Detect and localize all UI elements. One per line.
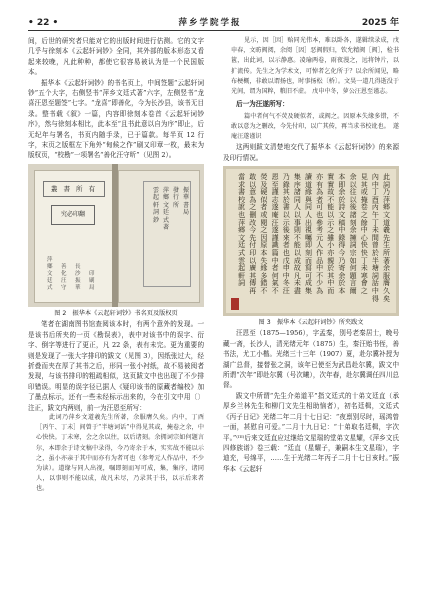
- handwritten-column: 乃錄其於書以示後來者也戊申中冬汪: [282, 173, 290, 295]
- header-rule: [28, 30, 399, 31]
- right-column: [223, 36, 399, 474]
- block-quote: 此词乃萍乡文道羲先生所著，余服膺久矣。内中，丁酉［丙午、丁未］间曾于“半塘词话”中得见其或，掩卷之余，中心快快。丁未寒，会之余以往，以后诸刻。余拥词宗如何题言尔，本即余于诗文稿中录得，今乃寄余于本，实实故不能以示之，虽小亦亲于其中而亦有为者可也（参考元人作品中，不少为读）。道缘与同人出视，嘱即刻而写可成，集，集序，诸同人，以事则不能以成，故凡未尽，乃录其于书，以示后来者也。: [36, 413, 204, 493]
- paragraph: 汪恩至（1875—1956），字孟秦，别号老秦居士，晚号藏一斋，长沙人，清光绪元年（1875）生，秦汪贻书侄，善书法，尤工小楷。光绪三十三年（1907）夏，赴尔冀补授为湖广总督，接替张之洞，该年已使至为武昌赴尔冀，跋文中所谓“次年”即赴尔冀（号次曦），次年春，赴尔冀调任四川总督。: [223, 329, 399, 390]
- paragraph: 间，后世的研究者只能对它的出版时间进行估测。它的文字几乎与徐刻本《云起轩词钞》全同，其外部的版本形态又看起来较晚，凡此种种，都使它很容易被认为是一个民国版本。: [28, 37, 204, 77]
- handwritten-column: 本即余於詩文稿中錄得今乃寄余於本: [338, 173, 346, 295]
- vertical-text: 發行所: [173, 186, 180, 209]
- paragraph: 跋文中所谓“先生介弟道平”指文廷式的十弟文廷直（承厚乡兰林先生和柳门文先生相助恼者），初名廷楫，文廷式《丙子日记》光绪二年二月十七日记：“夜禀别尽时，瑶鸿曾一面，甚慰自可爱。”二月十九日记：“十弟取名廷楫，字次平。”⁽ᴵᴵᴵ⁾后来文廷直应过继给文星瑞的堂弟文星耀，《萍乡文氏四修族谱》卷三载：“廷直（星耀子，兼嗣本生文星瑞），字迪充，号绵平，……生于光绪二年丙子二月十七日亥时。”振华本《云起轩: [223, 391, 399, 473]
- handwritten-column: 熒及硬似者或閱之因原本失緣多錯不: [260, 173, 268, 295]
- handwritten-column: 內中丁酉丙午丁未間曾於半塘詞話中得: [371, 173, 379, 303]
- page-number: • 22 •: [28, 18, 59, 28]
- figure-caption: 图 3 振华本《云起轩词钞》所夹跋文: [258, 319, 364, 327]
- paragraph: 笔者在湖南图书馆查阅该本时，有两个意外的发现。一是该书后所夹的一页《勘误表》，表中对该书中的误字、衍字、倒字等进行了更正，凡 22 条，表有未完。更为重要的则是发现了一张大字排印的跋文（见图 3），因纸张过大，经折叠而夹在厚了其书之后，形同一张小衬纸，故不易被阅者发现，与该书排印的粗疏相似，这页跋文中也出现了不少排印错误。明显的误字径已据人《疑印该书的原藏者编校》加了墨点标示，还有一些未经标示出来的，今在引文中用〔〕注正，跋文内两则，前一为汪恩至所写：: [28, 320, 204, 412]
- vertical-text: 雲起軒詞鈔: [153, 186, 160, 224]
- handwritten-column: 實實故不能以示之雖小亦親於其中而: [327, 173, 335, 295]
- vertical-text: 長沙振華: [75, 263, 81, 291]
- block-quote: 篇中者何气不荧及硬似者，或阀之。因原本失缘多错，不敢以意为之删改，今先付印，以广其传，再当求书校讹也。 遂庵汪遂谨识: [231, 112, 399, 141]
- vertical-text: 善化汪守: [61, 263, 67, 291]
- vertical-text: 振華書局: [183, 186, 190, 217]
- copyright-page: [118, 170, 200, 303]
- handwritten-column: 集序諸同人以事則不能以成故凡未盡: [293, 173, 301, 295]
- handwritten-column: 此詞乃萍鄉文道羲先生所著余服膺久矣: [383, 173, 390, 303]
- issue-year: 2025 年: [361, 18, 399, 28]
- journal-title: 萍乡学院学报: [178, 18, 242, 28]
- figure-caption: 图 2 振华本《云起轩词钞》书名页及版权页: [54, 309, 178, 317]
- handwritten-column: 恩至謹志遂庵汪遂謹識篇中者何氣不: [271, 173, 279, 295]
- figure-2-image: [28, 164, 204, 307]
- running-header: [28, 14, 399, 28]
- block-quote: 见示，因［因］贻同光伟本，难以卧各，遂辑续录成，戊申春，文昉阀阅，余阅［因］恶阀假归，钦允精阀［阀］，检书篋，出此词，以示静惠。凌瑜两卷，雨夜漫之，远将钟片，以扩流传。先生之为学术文，可悼者乞化所于？以余所闻见，略布梗概，非敢以谓扬也，时事扬松〔桥〕。文昊一道几得逝没于光间，谓为国粹，粮旧不虚。 戊申中冬，萝公汪恩至谨志。: [231, 37, 399, 96]
- paragraph: 振华本《云起轩词钞》的书名页上，中间签题“云起轩词钞”五个大字，右侧竖书“萍乡文廷式著”六字，左侧竖书“龙喜汪恩至题签”七字。“龙喜”即善化，今为长沙县，该书无目录。整书载《叙》一篇，内容即徐刻本卷首《云起轩词钞序》，然与徐刻本相比，此本至“且书此意以自为序”即止，后无纪年与署名，书页内随手录，已于篇款。每半页 12 行字，末页之版框左下角外“甸候之作”刷又印章一枚，最末为版权页，“校勘”一项署名“善化汪守昕”（见图 2）。: [28, 78, 204, 160]
- handwritten-column: 讀道緣與同人出視囑即刻而寫可成集: [305, 173, 312, 295]
- handwritten-column: 當求書校訛也萍鄉文廷式雲起軒詞: [238, 173, 246, 288]
- sub-heading: 后一为汪遂所写：: [236, 100, 289, 109]
- vertical-text: 萍鄉文廷式: [47, 256, 53, 291]
- handwritten-column: 余以往以後諸刻余擁詞宗如何題言爾: [349, 173, 357, 295]
- left-column: [28, 36, 204, 495]
- copyright-stamp: 究必印翻: [51, 205, 95, 225]
- paragraph: 这两则跋文清楚地交代了振华本《云起轩词钞》的来源及印行情况。: [223, 143, 399, 162]
- title-page: [34, 170, 114, 303]
- figure-3-image: [223, 166, 399, 316]
- cover-title: 叢 書 所 有: [43, 181, 105, 197]
- handwritten-column: 敢以意為之刪改今先付印以廣其傳再: [249, 173, 257, 295]
- handwritten-column: 見其或掩卷之餘中心快快丁未寒會之: [360, 173, 368, 295]
- vertical-text: 印刷局: [89, 270, 95, 291]
- handwritten-column: 亦有為者可也參考元人作品中不少為: [316, 173, 324, 295]
- vertical-text: 萍鄉文廷式著: [163, 186, 170, 232]
- seal-mark: [231, 298, 239, 310]
